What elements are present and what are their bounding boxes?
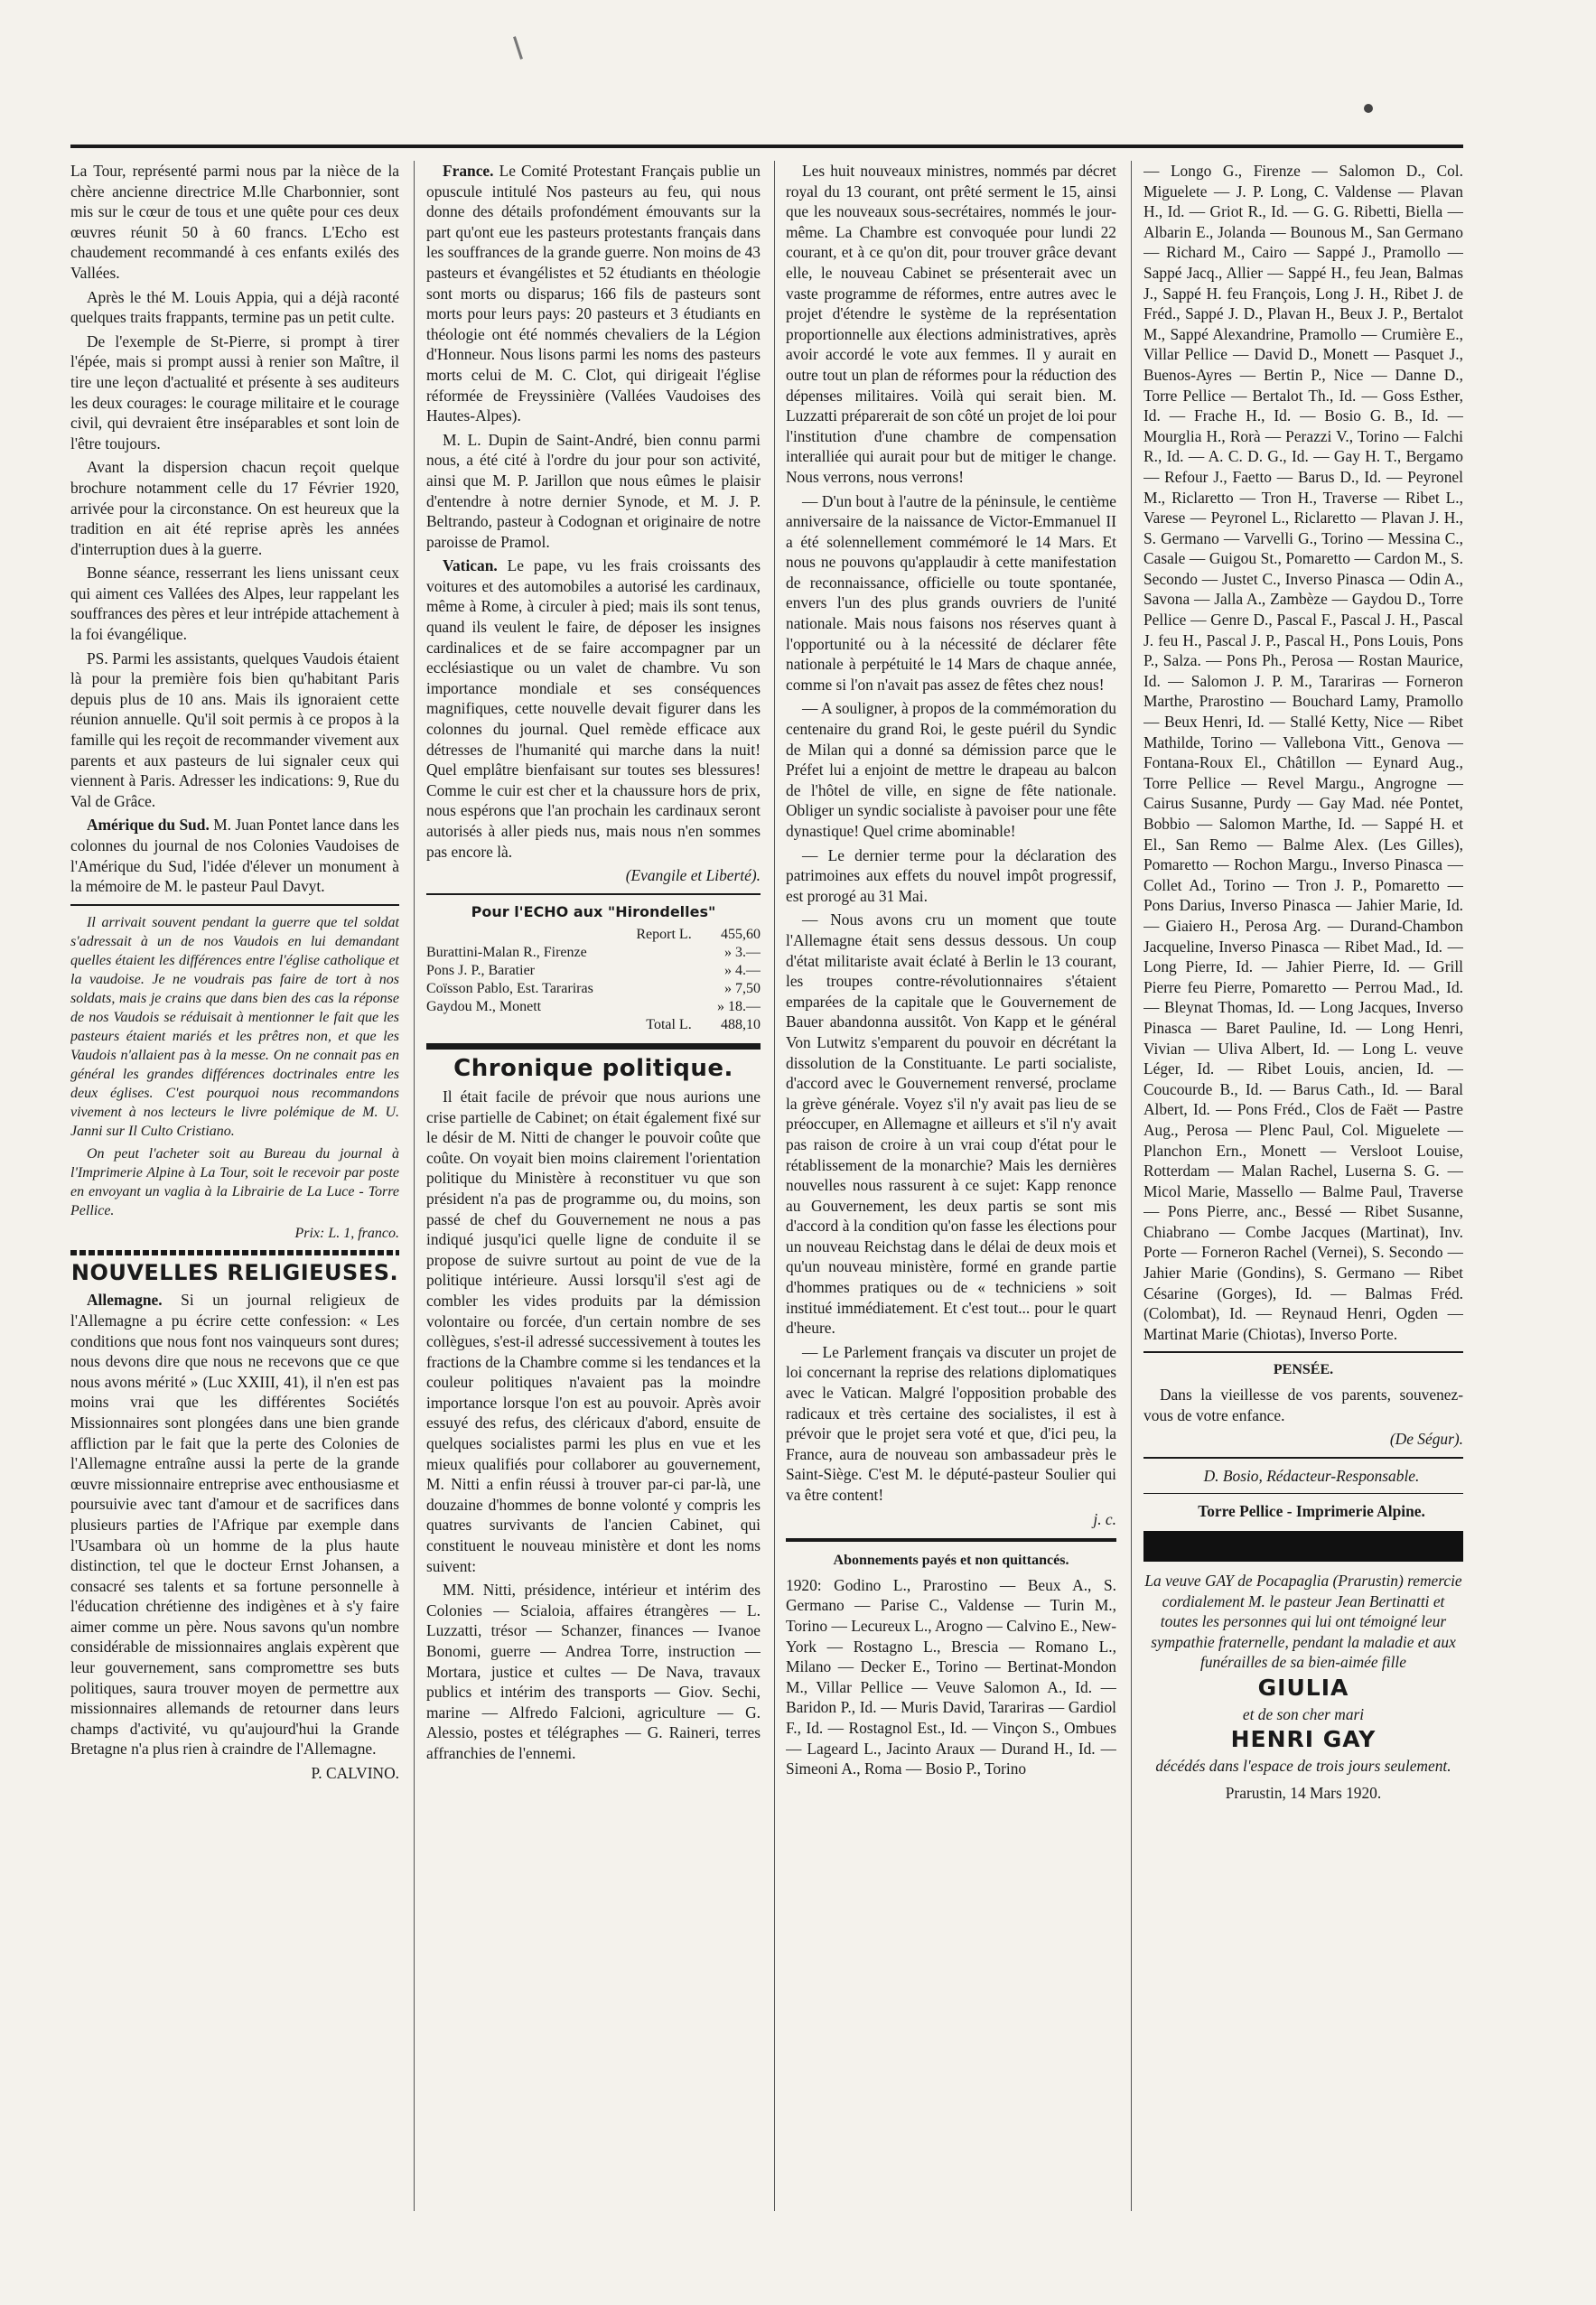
section-text: Le pape, vu les frais croissants des voitures et des automobiles a autorisé les cardinaux, même à Rome, à circuler à pied; mais ils sont tenus, quand ils veulent le faire, de déposer les insignes cardinalices et de se faire accompagner par un ecclésiastique ou un valet de chambre. Vu son importance mondiale et ses conséquences magnifiques, cette nouvelle devait figurer dans les colonnes du journal. Quel remède efficace aux détresses de l'humanité qui marche dans la nuit! Quel emplâtre bienfaisant sur toutes ses blessures! Comme le cuir est cher et la chaussure hors de prix, nous espérons que l'an prochain les cardinaux seront autorisés à aller pieds nus, mais nous n'en sommes pas encore là. xyxy=(426,556,761,861)
signature: (Evangile et Liberté). xyxy=(625,866,761,885)
paragraph: On peut l'acheter soit au Bureau du journal à l'Imprimerie Alpine à La Tour, soit le recevoir par poste en envoyant un vaglia à la Librairie de La Luce - Torre Pellice. xyxy=(70,1145,399,1218)
section-amerique xyxy=(70,815,399,896)
section-france xyxy=(426,161,761,426)
section-heading: Vatican. xyxy=(443,556,498,575)
donations-heading: Pour l'ECHO aux "Hirondelles" xyxy=(471,902,716,920)
paragraph: — Le Parlement français va discuter un projet de loi concernant la reprise des relations diplomatiques avec le Vatican. Malgré l'opposition probable des radicaux et très certaine des socialistes, il est à prévoir que le projet sera voté et que, d'ici peu, la France, aura de nouveau son ambassadeur près le Saint-Siège. C'est M. le député-pasteur Soulier qui va être content! xyxy=(786,1342,1116,1504)
section-text: Le Comité Protestant Français publie un opuscule intitulé Nos pasteurs au feu, qui nous donne des détails profondément émouvants sur la part qu'ont eue les pasteurs protestants français dans les souffrances de la grande guerre. Non moins de 43 pasteurs et évangélistes et 52 étudiants en théologie sont morts ou disparus; 166 fils de pasteurs sont morts pour leurs pays: 20 pasteurs et 3 étudiants en théologie ont été nommés chevaliers de la Légion d'Honneur. Nous lisons parmi les noms des pasteurs morts celui de M. C. Clot, qui dirigeait l'église réformée de Freyssinière (Vallées Vaudoises des Hautes-Alpes). xyxy=(426,162,761,425)
section-text: M. Juan Pontet lance dans les colonnes du journal de nos Colonies Vaudoises de l'Amérique du Sud, l'idée d'élever un monument à la mémoire de M. le pasteur Paul Davyt. xyxy=(70,816,399,896)
editor-line: D. Bosio, Rédacteur-Responsable. xyxy=(1203,1466,1420,1485)
abonnements-heading: Abonnements payés et non quittancés. xyxy=(833,1553,1069,1569)
book-notice xyxy=(70,913,399,1243)
total-label: Total L. xyxy=(646,1017,692,1033)
black-border xyxy=(1143,1531,1463,1562)
rule xyxy=(1143,1351,1463,1353)
abonnements-list: 1920: Godino L., Prarostino — Beux A., S. Germano — Parise C., Valdense — Turin M., Torino — Lecureux L., Arogno — Calvino E., New-York — Rostagno L., Brescia — Romano L., Milano — Decker E., Torino — Bertinat-Mondon M., Villar Pellice — Veuve Salomon A., Id. — Baridon P., Id. — Muris David, Tarariras — Gardiol F., Id. — Rostagnol Est., Id. — Vinçon S., Ombues — Lageard L., Jacinto Araux — Durand H., Id. — Simeoni A., Roma — Bosio P., Torino xyxy=(786,1575,1116,1778)
total-value: 488,10 xyxy=(721,1017,761,1033)
rule xyxy=(786,1538,1116,1542)
rule xyxy=(1143,1493,1463,1494)
obituary-date: Prarustin, 14 Mars 1920. xyxy=(1225,1784,1382,1803)
paragraph: Les huit nouveaux ministres, nommés par décret royal du 13 courant, ont prêté serment le 15, ainsi que les nouveaux sous-secrétaires, nommés le jour-même. La Chambre est convoquée pour lundi 22 courant, et à ce qu'on dit, pour trouver grâce devant elle, le nouveau Cabinet se présenterait avec un vaste programme de réformes, entre autres avec le projet d'étendre le système de la représentation proportionnelle aux élections administratives, après avoir accordé le vote aux femmes. Il y aurait en outre tout un plan de réformes pour la réduction des dépenses militaires. Voilà qui serait bien. M. Luzzatti préparerait de son côté un projet de loi pour l'institution d'une chambre de compensation interalliée qui aurait pour but de mitiger le change. Nous verrons, nous verrons! xyxy=(786,162,1116,486)
price: Prix: L. 1, franco. xyxy=(294,1225,399,1241)
paragraph: La Tour, représenté parmi nous par la nièce de la chère ancienne directrice M.lle Charbonnier, sont mis sur le cœur de tous et une quête pour ces deux œuvres réunit 50 à 60 francs. L'Echo est chaudement recommandé à ces enfants exilés des Vallées. xyxy=(70,162,399,282)
section-vatican xyxy=(426,555,761,862)
obituary-name: GIULIA xyxy=(1257,1674,1349,1701)
table-row xyxy=(426,944,761,962)
donor-value: » 7,50 xyxy=(724,981,761,997)
donor-value: » 3.— xyxy=(724,945,761,961)
section-text: Si un journal religieux de l'Allemagne a pu écrire cette confession: « Les conditions que nous font nos vainqueurs sont dures; nous devons dire que nous ne recevons que ce que nous avons mérité » (Luc XXIII, 41), il n'en est pas moins vrai que les différentes Sociétés Missionnaires sont plongées dans une bien grande affliction par le fait que la perte des Colonies de l'Allemagne entraîne aussi la perte de la grande œuvre missionnaire entreprise avec enthousiasme et poursuivie avec tant d'amour et de sacrifices dans plusieurs parties de l'Afrique par exemple dans l'Usambara où un homme de la plus haute distinction, tel que le docteur Ernst Johansen, a consacré ses talents et sa fortune personnelle à l'éducation chrétienne des indigènes et à s'y faire aimer comme un père. Nous savons qu'un nombre considérable de missionnaires anglais expèrent que leur gouvernement, sans compromettre ses buts politiques, saura trouver moyen de permettre aux missionnaires allemands de retourner dans leurs champs d'activité, vu qu'aujourd'hui la Grande Bretagne n'a plus rien à craindre de l'Allemagne. xyxy=(70,1291,399,1759)
paragraph: Avant la dispersion chacun reçoit quelque brochure notamment celle du 17 Février 1920, arrivée pour la circonstance. On est heureux que la tradition en ait été reprise après les années d'interruption dues à la guerre. xyxy=(70,458,399,558)
paragraph: — D'un bout à l'autre de la péninsule, le centième anniversaire de la naissance de Victor-Emmanuel II a été solennellement commémoré le 14 Mars. Et nous ne pouvons qu'applaudir à cette manifestation de reconnaissance, officielle ou toute spontanée, envers l'un des plus grands ouvriers de l'unité nationale. Mais nous faisons nos réserves quant à l'opportunité ou à la nécessité de déclarer fête nationale à perpétuité le 14 Mars de chaque année, comme si l'on n'avait pas assez de fêtes chez nous! xyxy=(786,491,1116,694)
chronique-politique-heading: Chronique politique. xyxy=(453,1055,733,1083)
signature: P. CALVINO. xyxy=(311,1764,399,1783)
paragraph: Bonne séance, resserrant les liens unissant ceux qui aiment ces Vallées des Alpes, leur rappelant les souffrances des pères et leur intrépide attachement à la foi évangélique. xyxy=(70,564,399,644)
rule xyxy=(1143,1457,1463,1459)
table-row xyxy=(426,980,761,998)
section-allemagne xyxy=(70,1290,399,1759)
obituary-name: HENRI GAY xyxy=(1230,1726,1377,1753)
newspaper-columns xyxy=(70,161,1463,2211)
donor-value: » 18.— xyxy=(717,999,761,1015)
paragraph: M. L. Dupin de Saint-André, bien connu parmi nous, a été cité à l'ordre du jour pour son activité, ainsi que M. P. Jarillon que nous eûmes le plaisir d'entendre à notre dernier Synode, et M. J. P. Beltrando, pasteur à Codognan et originaire de notre paroisse de Pramol. xyxy=(426,430,761,551)
obituary-notice: La veuve GAY de Pocapaglia (Prarustin) remercie cordialement M. le pasteur Jean Bertinatti et toutes les personnes qui lui ont témoigné leur sympathie fraternelle, pendant la maladie et aux funérailles de sa bien-aimée fille xyxy=(1144,1572,1462,1672)
subscribers-list: — Longo G., Firenze — Salomon D., Col. Miguelete — J. P. Long, C. Valdense — Plavan H., Id. — Griot R., Id. — G. G. Ribetti, Biella — Albarin E., Jolanda — Bounous M., San Germano — Richard M., Cairo — Sappé J., Pramollo — Sappé Jacq., Allier — Sappé H., feu Jean, Balmas J., Sappé H. feu François, Long J. H., Ribet J. de Fréd., Sappé J. D., Plavan H., Beux J. P., Bertalot M., Sappé Alexandrine, Pramollo — Crumière E., Villar Pellice — David D., Monett — Pasquet J., Buenos-Ayres — Bertin P., Nice — Danne D., Torre Pellice — Bertalot Th., Id. — Goss Esther, Id. — Frache H., Id. — Bosio G. B., Id. — Mourglia H., Rorà — Perazzi V., Torino — Falchi R., Id. — A. C. D. G., Id. — Gay H. T., Bergamo — Refour J., Faetto — Barus D., Id. — Peyronel M., Riclaretto — Tron H., Traverse — Ribet L., Varese — Peyronel L., Riclaretto — Plavan J. H., S. Germano — Varvelli G., Torino — Messina C., Casale — Guigou St., Pomaretto — Cardon M., S. Secondo — Justet C., Inverso Pinasca — Odin A., Savona — Jalla A., Zambèze — Gaydou D., Torre Pellice — Genre D., Pascal F., Pascal J. H., Pascal J. feu H., Pascal J. P., Pascal H., Pons Louis, Pons P., Salza. — Pons Ph., Perosa — Rostan Maurice, Id. — Salomon J. P. M., Tarariras — Forneron Marthe, Prarostino — Bouchard Lamy, Pramollo — Beux Henri, Id. — Stallé Ketty, Nice — Ribet Mathilde, Torino — Vallebona Vitt., Genova — Fontana-Roux El., Châtillon — Eynard Aug., Torre Pellice — Revel Margu., Angrogne — Cairus Susanne, Purdy — Gay Mad. née Pontet, Bobbio — Salomon Marthe, Id. — Sappé H. et El., San Remo — Balme Alex. (Les Gilles), Pomaretto — Rochon Margu., Inverso Pinasca — Collet Ad., Torino — Tron J. P., Pomaretto — Pons Darius, Inverso Pinasca — Jahier Marie, Id. — Giaiero H., Perosa Arg. — Durand-Chambon Jacqueline, Inverso Pinasca — Ribet Mad., Id. — Long Pierre, Id. — Jahier Pierre, Id. — Grill Pierre feu Pierre, Pomaretto — Perrou Mad., Id. — Bleynat Thomas, Id. — Long Jacques, Inverso Pinasca — Baret Pauline, Id. — Long Henri, Vivian — Uliva Albert, Id. — Long L. veuve Léger, Id. — Ribet Louis, ancien, Id. — Coucourde B., Id. — Barus Cath., Id. — Baral Albert, Id. — Pons Fréd., Clos de Faët — Pastre Aug., Perosa — Plenc Paul, Col. Miguelete — Planchon Ern., Monett — Versloot Louise, Rotterdam — Malan Rachel, Luserna S. G. — Micol Marie, Massello — Balme Paul, Traverse — Pons Pierre, anc., Bessé — Ribet Susanne, Chiabrano — Combe Jacques (Martinat), Inv. Porte — Forneron Rachel (Vernei), S. Secondo — Jahier Marie (Gondins), S. Germano — Ribet Césarine (Gorges), Id. — Balmas Fréd. (Colombat), Id. — Reynaud Henri, Ogden — Martinat Marie (Chiotas), Inverso Porte. xyxy=(1143,162,1463,1343)
paragraph: — A souligner, à propos de la commémoration du centenaire du grand Roi, le geste puéril du Syndic de Milan qui a donné sa démission parce que le Préfet lui a enjoint de mettre le drapeau au balcon de l'hôtel de ville, en signe de fête nationale. Obliger un syndic socialiste à pavoiser pour une fête dynastique! Quel crime abominable! xyxy=(786,699,1116,840)
section-heading: Amérique du Sud. xyxy=(87,816,210,835)
paragraph: — Nous avons cru un moment que toute l'Allemagne était sens dessus dessous. Un coup d'état militariste avait éclaté à Berlin le 13 courant, les troupes contre-révolutionnaires s'étaient emparées de la capitale que le Gouvernement de Bauer abandonna aussitôt. Von Kapp et le général Von Lutwitz s'emparent du pouvoir en décrétant la dissolution de la Constituante. Le parti socialiste, d'accord avec le Gouvernement renversé, proclame la grève générale. Voyez s'il n'y avait pas lieu de se préoccuper, en Allemagne et ailleurs et s'il n'y avait pas raison de croire à un vrai coup d'état pour le rétablissement de la monarchie? Mais les dernières nouvelles nous rassurent à ce sujet: Kapp renonce au Gouvernement, les deux partis se sont mis d'accord à la condition qu'on fasse les élections pour un nouveau Reichstag dans le délai de deux mois et qu'un nouveau ministère, formé en grande partie d'hommes pratiques ou de « techniciens » soit institué immédiatement. Et c'est tout... pour le quart d'heure. xyxy=(786,910,1116,1338)
donor-name: Coïsson Pablo, Est. Tarariras xyxy=(426,981,593,997)
column-3 xyxy=(786,161,1116,2211)
table-row xyxy=(426,998,761,1016)
paragraph: — Le dernier terme pour la déclaration des patrimoines aux effets du nouvel impôt progressif, est prorogé au 31 Mai. xyxy=(786,845,1116,905)
column-4 xyxy=(1143,161,1463,2211)
report-value: 455,60 xyxy=(721,927,761,943)
report-label: Report L. xyxy=(636,927,692,943)
pensee-text: Dans la vieillesse de vos parents, souvenez-vous de votre enfance. xyxy=(1143,1386,1463,1424)
donor-name: Burattini-Malan R., Firenze xyxy=(426,945,587,961)
rule xyxy=(426,893,761,895)
obituary-text: décédés dans l'espace de trois jours seulement. xyxy=(1155,1756,1451,1775)
pensee-heading: PENSÉE. xyxy=(1273,1362,1334,1378)
ornamental-rule xyxy=(70,1250,399,1255)
section-heading: France. xyxy=(443,162,494,180)
donor-value: » 4.— xyxy=(724,963,761,979)
section-heading: Allemagne. xyxy=(87,1291,163,1310)
paragraph: De l'exemple de St-Pierre, si prompt à tirer l'épée, mais si prompt aussi à renier son Maître, il tire une leçon d'actualité et présente à ses auditeurs les deux courages: le courage militaire et le courage civil, qui devraient être inséparables et sont loin de l'être toujours. xyxy=(70,331,399,453)
paragraph: MM. Nitti, présidence, intérieur et intérim des Colonies — Scialoia, affaires étrangères — L. Luzzatti, trésor — Schanzer, finances — Ivanoe Bonomi, guerre — Andrea Torre, instruction — Mortara, justice et cultes — De Nava, travaux publics et intérim des transports — Giov. Sechi, marine — Alfredo Falcioni, agriculture — G. Alessio, postes et télégraphes — G. Raineri, terres affranchies de l'ennemi. xyxy=(426,1581,761,1762)
column-1 xyxy=(70,161,399,2211)
table-row xyxy=(426,962,761,980)
printer-line: Torre Pellice - Imprimerie Alpine. xyxy=(1198,1502,1425,1521)
thick-rule xyxy=(426,1043,761,1050)
donor-name: Pons J. P., Baratier xyxy=(426,963,535,979)
table-row xyxy=(426,1016,761,1034)
paragraph: Il arrivait souvent pendant la guerre que tel soldat s'adressait à un de nos Vaudois en lui demandant quelles étaient les différences entre l'église catholique et la vaudoise. Je ne voudrais pas faire de tort à nos soldats, mais je crains que dans bien des cas la réponse de nos Vaudois se réduisait à mentionner le fait que les pasteurs étaient mariés et les prêtres non, et que les Vaudois n'allaient pas à la messe. On ne connait pas en général les grandes différences doctrinales entre les deux églises. C'est pourquoi nous recommandons vivement à nos lecteurs le livre polémique de M. U. Janni sur Il Culto Cristiano. xyxy=(70,914,399,1139)
obituary-text: et de son cher mari xyxy=(1242,1704,1365,1723)
paragraph: PS. Parmi les assistants, quelques Vaudois étaient là pour la première fois bien qu'habitant Paris depuis plus de 10 ans. Mais ils ignoraient cette réunion annuelle. Qu'il soit permis à ce propos à la famille qui les reçoit de recommander vivement aux parents et aux pasteurs de lui signaler ceux qui viennent à Paris. Adresser les indications: 9, Rue du Val de Grâce. xyxy=(70,649,399,810)
page-tick-mark xyxy=(513,36,523,60)
paragraph: Après le thé M. Louis Appia, qui a déjà raconté quelques traits frappants, termine pas un petit culte. xyxy=(70,287,399,327)
rule xyxy=(70,904,399,906)
page-dot-mark xyxy=(1364,104,1373,113)
nouvelles-religieuses-heading: NOUVELLES RELIGIEUSES. xyxy=(70,1259,399,1285)
top-rule xyxy=(70,145,1463,148)
signature: j. c. xyxy=(1093,1509,1116,1528)
donor-name: Gaydou M., Monett xyxy=(426,999,542,1015)
donations-table xyxy=(426,926,761,1034)
table-row xyxy=(426,926,761,944)
column-2 xyxy=(426,161,761,2211)
signature: (De Ségur). xyxy=(1389,1430,1463,1449)
paragraph: Il était facile de prévoir que nous aurions une crise partielle de Cabinet; on était également fixé sur le désir de M. Nitti de changer le pouvoir coûte que coûte. On voyait bien moins clairement l'orientation politique du Ministère à reconstituer vu que son président n'a pas de programme ou, du moins, son passé de chef du Gouvernement ne nous a pas indiqué jusqu'ici quelle ligne de conduite il se propose de suivre surtout au point de vue de la politique intérieure. Aussi lorsqu'il s'est agi de combler les vides produits par la démission volontaire ou forcée, d'un certain nombre de ses collègues, s'est-il adressé successivement à toutes les fractions de la Chambre comme si les tendances et la couleur politiques n'avaient pas la moindre importance lorsque l'on est au pouvoir. Après avoir essuyé des refus, des cléricaux d'abord, ensuite de quelques socialistes parmi les plus en vue et les mieux qualifiés pour collaborer au gouvernement, M. Nitti a enfin réussi à trouver par-ci par-là, une douzaine d'hommes de bonne volonté y compris les quatres survivants de l'ancien Cabinet, qui constituent le nouveau ministère et dont les noms suivent: xyxy=(426,1087,761,1575)
